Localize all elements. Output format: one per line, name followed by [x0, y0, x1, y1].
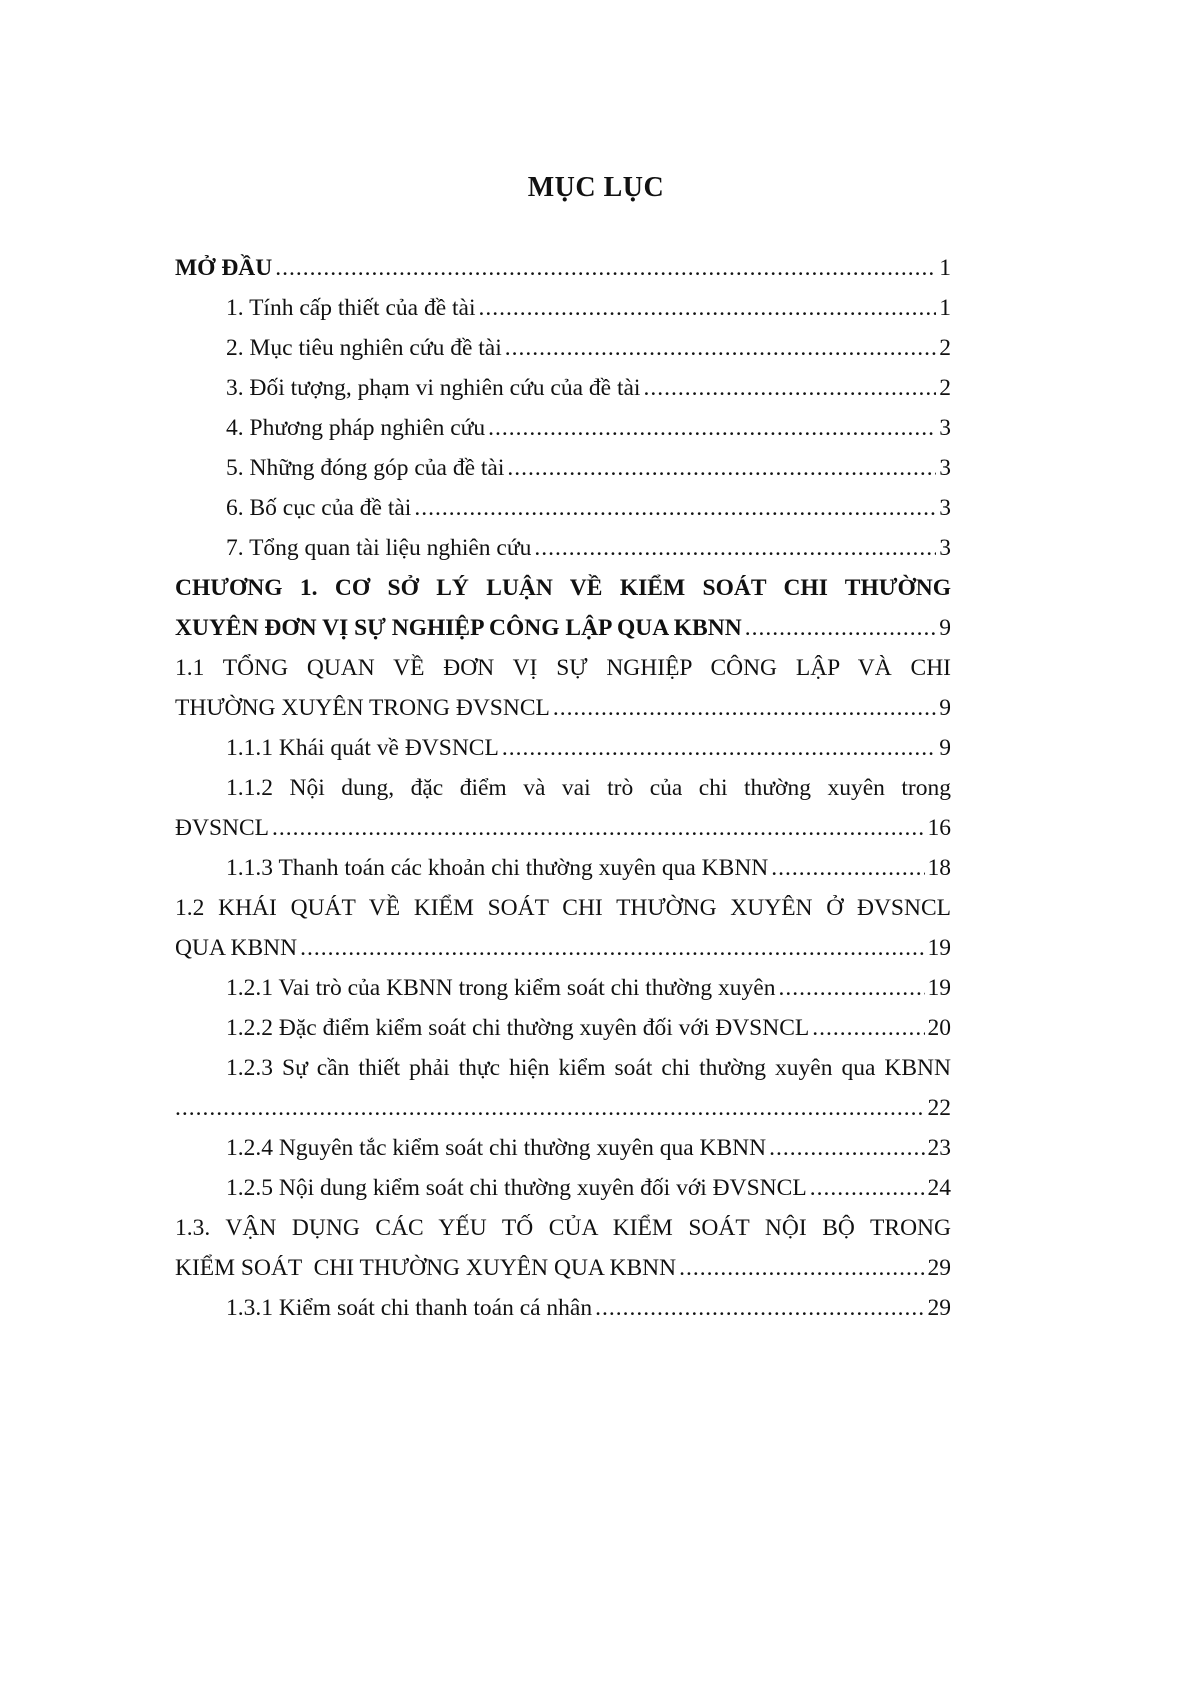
- toc-entry-title: 7. Tổng quan tài liệu nghiên cứu: [226, 535, 532, 561]
- toc-entry-page: 29: [927, 1295, 951, 1321]
- toc-entry-title: 4. Phương pháp nghiên cứu: [226, 415, 486, 441]
- toc-leader: [414, 488, 936, 528]
- toc-entry-page: 1: [939, 295, 951, 321]
- toc-leader: [810, 1168, 925, 1208]
- toc-entry-page: 22: [927, 1095, 951, 1121]
- toc-entry: [175, 1288, 951, 1328]
- toc-entry-page: 3: [939, 495, 951, 521]
- toc-leader: [479, 288, 937, 328]
- toc-entry: [175, 768, 951, 848]
- toc-leader: [175, 1088, 925, 1128]
- toc-entry: [175, 368, 951, 408]
- toc-entry: [175, 248, 951, 288]
- toc-entry-page: 19: [927, 975, 951, 1001]
- toc-entry-page: 3: [939, 455, 951, 481]
- toc-leader: [275, 248, 936, 288]
- toc-entry: [175, 968, 951, 1008]
- toc-entry: [175, 1008, 951, 1048]
- toc-entry-title: 1.2.5 Nội dung kiểm soát chi thường xuyên đối với ĐVSNCL: [226, 1175, 807, 1201]
- toc-entry-title: 1.2.4 Nguyên tắc kiểm soát chi thường xuyên qua KBNN: [226, 1135, 767, 1161]
- toc-entry-page: 3: [939, 535, 951, 561]
- toc-entry-title-line2: XUYÊN ĐƠN VỊ SỰ NGHIỆP CÔNG LẬP QUA KBNN: [175, 615, 742, 641]
- toc-entry-title: 1.1.3 Thanh toán các khoản chi thường xuyên qua KBNN: [226, 855, 769, 881]
- toc-entry-title: 6. Bố cục của đề tài: [226, 495, 412, 521]
- toc-entry: [175, 528, 951, 568]
- toc-leader: [553, 688, 936, 728]
- toc-entry-page: 20: [927, 1015, 951, 1041]
- toc-leader: [488, 408, 936, 448]
- toc-leader: [595, 1288, 924, 1328]
- toc-entry-page: 9: [939, 615, 951, 641]
- toc-entry-title-line2: KIỂM SOÁT CHI THƯỜNG XUYÊN QUA KBNN: [175, 1255, 677, 1281]
- toc-entry-title-line1: 1.3. VẬN DỤNG CÁC YẾU TỐ CỦA KIỂM SOÁT NỘI BỘ TRONG: [175, 1215, 951, 1241]
- toc-leader: [812, 1008, 924, 1048]
- toc-leader: [771, 848, 924, 888]
- toc-entry-title-line1: 1.1 TỔNG QUAN VỀ ĐƠN VỊ SỰ NGHIỆP CÔNG LẬP VÀ CHI: [175, 655, 951, 681]
- toc-leader: [769, 1128, 924, 1168]
- toc-entry-title-line2: ĐVSNCL: [175, 815, 270, 841]
- toc-entry-page: 19: [927, 935, 951, 961]
- toc-entry-page: 2: [939, 375, 951, 401]
- toc-entry-page: 16: [927, 815, 951, 841]
- toc-entry-title: MỞ ĐẦU: [175, 255, 273, 281]
- toc-entry: [175, 848, 951, 888]
- toc-entry-title-line1: CHƯƠNG 1. CƠ SỞ LÝ LUẬN VỀ KIỂM SOÁT CHI THƯỜNG: [175, 575, 951, 601]
- toc-leader: [745, 608, 937, 648]
- toc-entry-title-line1: 1.2 KHÁI QUÁT VỀ KIỂM SOÁT CHI THƯỜNG XUYÊN Ở ĐVSNCL: [175, 895, 951, 921]
- toc-entry-title: 1.2.2 Đặc điểm kiểm soát chi thường xuyên đối với ĐVSNCL: [226, 1015, 810, 1041]
- toc-entry-title: 1. Tính cấp thiết của đề tài: [226, 295, 476, 321]
- toc-entry-title: 1.3.1 Kiểm soát chi thanh toán cá nhân: [226, 1295, 593, 1321]
- toc-entry: [175, 1048, 951, 1128]
- toc-entry-page: 9: [939, 735, 951, 761]
- toc-entry: [175, 288, 951, 328]
- toc-leader: [507, 448, 936, 488]
- toc-entry-page: 1: [939, 255, 951, 281]
- toc-entry: [175, 328, 951, 368]
- toc-leader: [779, 968, 925, 1008]
- table-of-contents: [175, 248, 951, 1328]
- toc-leader: [643, 368, 936, 408]
- toc-entry-page: 2: [939, 335, 951, 361]
- toc-entry-title: 1.2.1 Vai trò của KBNN trong kiểm soát chi thường xuyên: [226, 975, 776, 1001]
- page-title: MỤC LỤC: [527, 172, 665, 203]
- toc-leader: [534, 528, 936, 568]
- toc-leader: [505, 328, 937, 368]
- toc-chapter-entry: [175, 568, 951, 648]
- toc-entry-title-line1: 1.2.3 Sự cần thiết phải thực hiện kiểm soát chi thường xuyên qua KBNN: [226, 1055, 951, 1081]
- toc-entry: [175, 728, 951, 768]
- toc-entry: [175, 1168, 951, 1208]
- toc-leader: [300, 928, 924, 968]
- toc-entry-page: 3: [939, 415, 951, 441]
- toc-entry-title-line2: QUA KBNN: [175, 935, 298, 961]
- toc-entry: [175, 1128, 951, 1168]
- toc-entry-title-line1: 1.1.2 Nội dung, đặc điểm và vai trò của chi thường xuyên trong: [226, 775, 951, 801]
- toc-entry: [175, 448, 951, 488]
- toc-entry: [175, 408, 951, 448]
- toc-entry-page: 9: [939, 695, 951, 721]
- toc-leader: [679, 1248, 924, 1288]
- toc-leader: [272, 808, 924, 848]
- toc-leader: [502, 728, 936, 768]
- toc-entry-title: 3. Đối tượng, phạm vi nghiên cứu của đề tài: [226, 375, 641, 401]
- toc-entry-page: 29: [927, 1255, 951, 1281]
- toc-entry: [175, 488, 951, 528]
- toc-section-entry: [175, 1208, 951, 1288]
- toc-entry-title: 1.1.1 Khái quát về ĐVSNCL: [226, 735, 499, 761]
- toc-entry-page: 18: [927, 855, 951, 881]
- toc-entry-page: 24: [927, 1175, 951, 1201]
- toc-section-entry: [175, 888, 951, 968]
- toc-section-entry: [175, 648, 951, 728]
- toc-entry-title-line2: THƯỜNG XUYÊN TRONG ĐVSNCL: [175, 695, 550, 721]
- toc-entry-title: 5. Những đóng góp của đề tài: [226, 455, 505, 481]
- toc-entry-page: 23: [927, 1135, 951, 1161]
- toc-entry-title: 2. Mục tiêu nghiên cứu đề tài: [226, 335, 502, 361]
